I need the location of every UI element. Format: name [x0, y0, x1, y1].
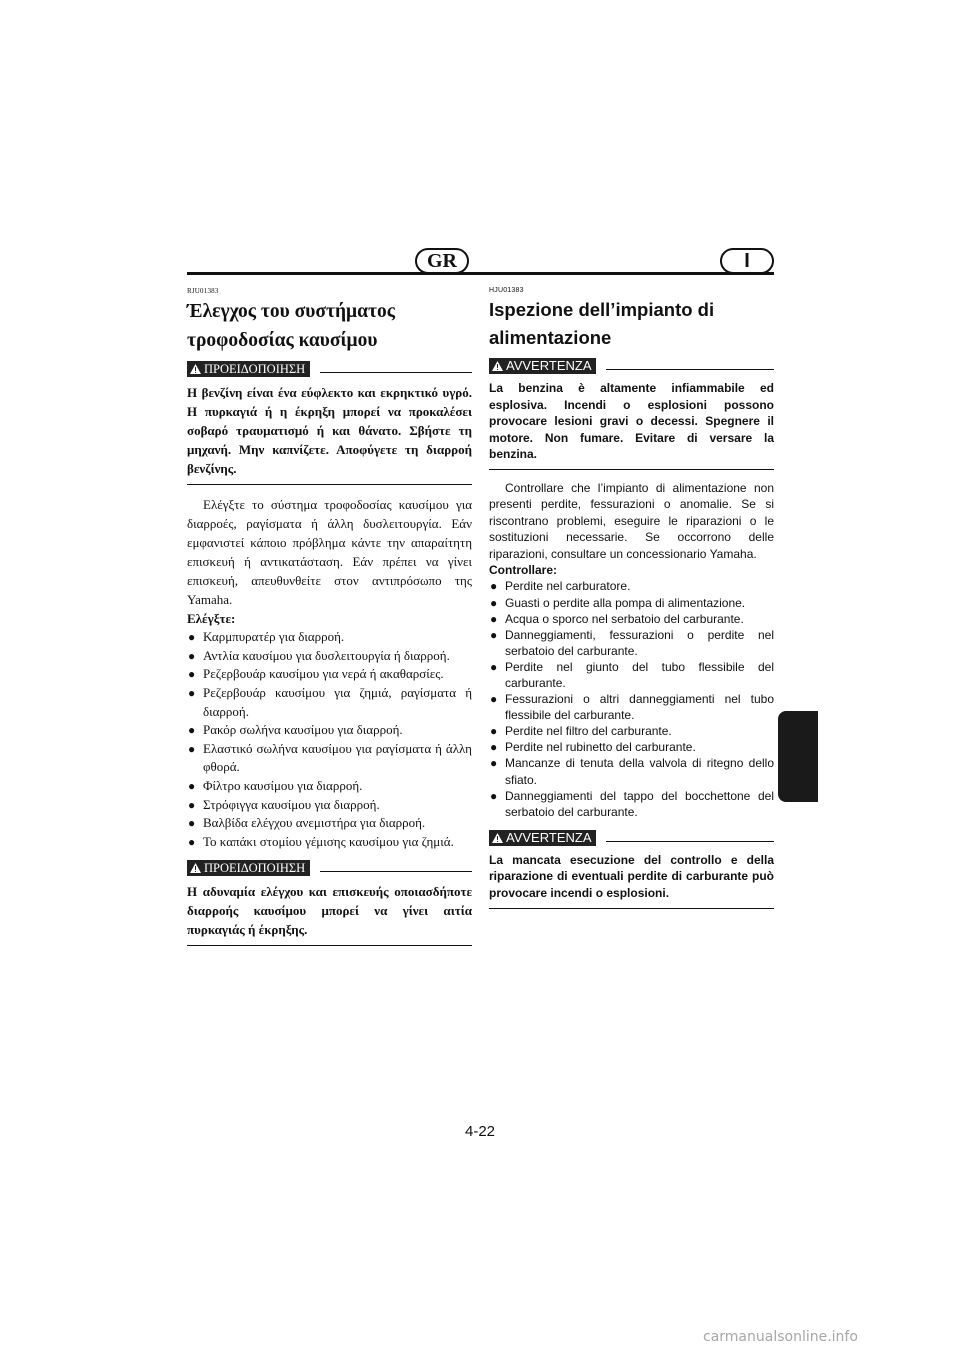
warning-text: Η βενζίνη είναι ένα εύφλεκτο και εκρηκτικό υγρό. Η πυρκαγιά ή η έκρηξη μπορεί να προκαλέσει σοβαρό τραυματισμό ή και θάνατο. Σβήστε τη μηχανή. Μην καπνίζετε. Αποφύγετε τη διαρροή βενζίνης. — [187, 383, 472, 485]
warning-label — [489, 830, 596, 846]
language-badge-i: I — [720, 248, 774, 274]
page-number: 4-22 — [464, 1123, 496, 1140]
list-item: ● Perdite nel rubinetto del carburante. — [490, 740, 696, 755]
list-item: ● Fessurazioni o altri danneggiamenti nel tubo flessibile del carburante. — [490, 692, 774, 723]
bullet-icon: ● — [188, 779, 196, 794]
bullet-icon: ● — [188, 816, 196, 831]
bullet-icon: ● — [490, 595, 498, 610]
bullet-icon: ● — [490, 579, 498, 594]
bullet-icon: ● — [188, 686, 196, 701]
warning-icon — [190, 863, 201, 873]
warning-label — [187, 860, 310, 876]
greek-column — [187, 287, 472, 946]
header-rule — [187, 272, 774, 275]
italian-column — [489, 287, 774, 909]
list-item: ● Καρμπυρατέρ για διαρροή. — [187, 628, 472, 646]
list-item: ● Acqua o sporco nel serbatoio del carburante. — [490, 611, 744, 626]
bullet-icon: ● — [188, 723, 196, 738]
warning-rule — [606, 841, 774, 842]
check-label: Controllare: — [489, 563, 558, 577]
bullet-icon: ● — [188, 797, 196, 812]
warning-label-text: AVVERTENZA — [506, 358, 592, 373]
bullet-icon: ● — [490, 692, 498, 707]
bullet-icon: ● — [490, 627, 498, 642]
section-code: RJU01383 — [187, 287, 219, 295]
list-item: ● Ρεζερβουάρ καυσίμου για ζημιά, ραγίσματα ή διαρροή. — [188, 685, 472, 719]
list-item: ● Το καπάκι στομίου γέμισης καυσίμου για ζημιά. — [187, 833, 472, 851]
bullet-icon: ● — [490, 788, 498, 803]
section-title: Ispezione dell’impianto di alimentazione — [489, 299, 715, 348]
bullet-icon: ● — [188, 835, 196, 850]
list-item: ● Guasti o perdite alla pompa di alimentazione. — [490, 595, 746, 610]
warning-header — [489, 830, 774, 846]
list-item: ● Ελαστικό σωλήνα καυσίμου για ραγίσματα ή άλλη φθορά. — [188, 740, 472, 775]
list-item: ● Αντλία καυσίμου για δυσλειτουργία ή διαρροή. — [187, 647, 472, 665]
bullet-icon: ● — [188, 741, 196, 756]
list-item: ● Φίλτρο καυσίμου για διαρροή. — [187, 777, 472, 795]
list-item: ● Mancanze di tenuta della valvola di ritegno dello sfiato. — [490, 756, 774, 787]
list-item: ● Perdite nel carburatore. — [490, 579, 631, 594]
warning-rule — [606, 369, 774, 370]
bullet-icon: ● — [188, 667, 196, 682]
list-item: ● Ρεζερβουάρ καυσίμου για νερά ή ακαθαρσίες. — [187, 665, 472, 683]
list-item: ● Ρακόρ σωλήνα καυσίμου για διαρροή. — [187, 721, 472, 739]
warning-label-text: AVVERTENZA — [506, 829, 592, 845]
warning-rule — [320, 372, 472, 373]
section-title: Έλεγχος του συστήματος τροφοδοσίας καυσίμου — [187, 301, 395, 351]
list-item: ● Danneggiamenti, fessurazioni o perdite nel serbatoio del carburante. — [490, 627, 774, 658]
warning-header — [187, 860, 472, 876]
list-item: ● Στρόφιγγα καυσίμου για διαρροή. — [187, 796, 472, 814]
body-paragraph: Controllare che l’impianto di alimentazione non presenti perdite, fessurazioni o anomalie. Se si riscontrano problemi, eseguire le riparazioni o le sostituzioni necessarie. Se occorrono delle riparazioni, consultare un concessionario Yamaha. — [489, 480, 774, 561]
body-paragraph: Ελέγξτε το σύστημα τροφοδοσίας καυσίμου για διαρροές, ραγίσματα ή άλλη δυσλειτουργία. Εάν εμφανιστεί κάποιο πρόβλημα κάντε την απαραίτητη επισκευή ή αντικατάσταση. Εάν πρέπει να γίνει επισκευή, απευθυνθείτε στον αντιπρόσωπο της Yamaha. — [187, 497, 472, 607]
warning-text: Η αδυναμία ελέγχου και επισκευής οποιασδήποτε διαρροής καυσίμου μπορεί να γίνει αιτία πυρκαγιάς ή έκρηξης. — [187, 882, 472, 946]
warning-icon — [492, 361, 503, 371]
warning-text: La mancata esecuzione del controllo e della riparazione di eventuali perdite di carburante può provocare incendi o esplosioni. — [489, 852, 774, 909]
list-item: ● Danneggiamenti del tappo del bocchettone del serbatoio del carburante. — [490, 788, 774, 819]
warning-label-text: ΠΡΟΕΙΔΟΠΟΙΗΣΗ — [204, 362, 306, 376]
chapter-tab — [778, 711, 818, 802]
check-list — [489, 578, 774, 819]
bullet-icon: ● — [490, 756, 498, 771]
bullet-icon: ● — [188, 648, 196, 663]
warning-label-text: ΠΡΟΕΙΔΟΠΟΙΗΣΗ — [204, 860, 306, 875]
warning-label — [187, 361, 310, 377]
warning-text: La benzina è altamente infiammabile ed esplosiva. Incendi o esplosioni possono provocare lesioni gravi o decessi. Spegnere il motore. Non fumare. Evitare di versare la benzina. — [489, 380, 774, 470]
list-item: ● Perdite nel filtro del carburante. — [490, 724, 672, 739]
section-code: HJU01383 — [489, 287, 524, 294]
check-label: Ελέγξτε: — [187, 611, 236, 626]
bullet-icon: ● — [188, 630, 196, 644]
footer-watermark: carmanualsonline.info — [703, 1329, 858, 1345]
language-badge-gr: GR — [415, 248, 469, 274]
warning-header — [187, 361, 472, 377]
check-list — [187, 628, 472, 852]
bullet-icon: ● — [490, 724, 498, 739]
list-item: ● Βαλβίδα ελέγχου ανεμιστήρα για διαρροή. — [187, 814, 472, 832]
bullet-icon: ● — [490, 611, 498, 626]
warning-rule — [320, 871, 472, 872]
bullet-icon: ● — [490, 740, 498, 755]
bullet-icon: ● — [490, 659, 498, 674]
warning-icon — [492, 833, 503, 843]
warning-header — [489, 358, 774, 374]
list-item: ● Perdite nel giunto del tubo flessibile del carburante. — [490, 659, 774, 690]
warning-label — [489, 358, 596, 374]
warning-icon — [190, 364, 201, 374]
